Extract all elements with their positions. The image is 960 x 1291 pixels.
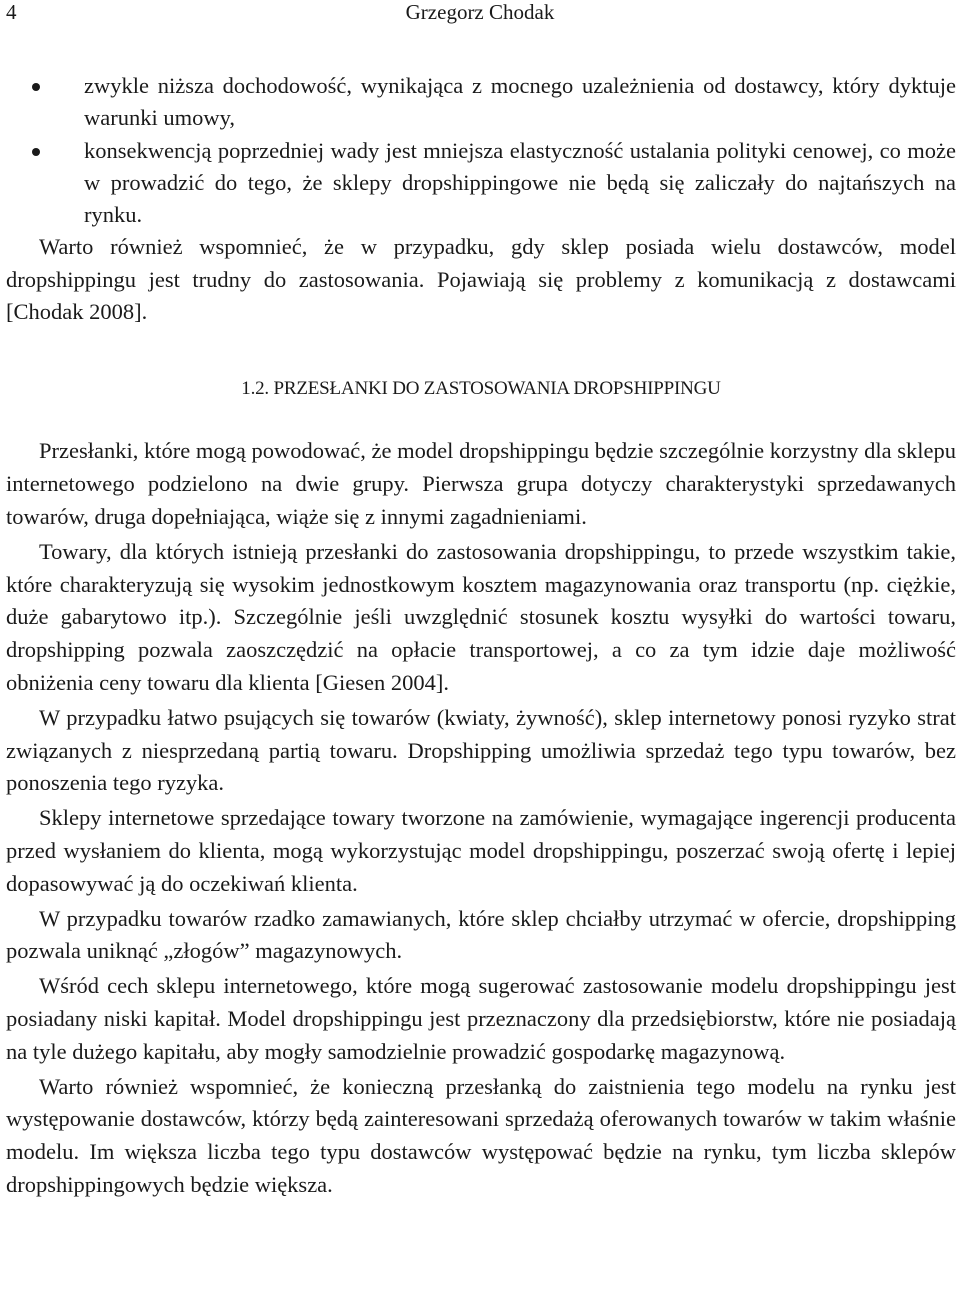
list-item-text: zwykle niższa dochodowość, wynikająca z mocnego uzależnienia od dostawcy, który dyktuje warunki umowy, (84, 73, 956, 131)
section-body (6, 435, 956, 1201)
bullet-list (6, 70, 956, 231)
paragraph: Towary, dla których istnieją przesłanki do zastosowania dropshippingu, to przede wszystkim takie, które charakteryzują się wysokim jednostkowym kosztem magazynowania oraz transportu (np. ciężkie, duże gabarytowo itp.). Szczególnie jeśli uwzględnić stosunek kosztu wysyłki do wartości towaru, dropshipping pozwala zaoszczędzić na opłacie transportowej, a co za tym idzie daje możliwość obniżenia ceny towaru dla klienta [Giesen 2004]. (6, 538, 956, 695)
paragraph: Wśród cech sklepu internetowego, które mogą sugerować zastosowanie modelu dropshippingu jest posiadany niski kapitał. Model dropshippingu jest przeznaczony dla przedsiębiorstw, które nie posiadają na tyle dużego kapitału, aby mogły samodzielnie prowadzić gospodarkę magazynową. (6, 973, 956, 1064)
paragraph: Warto również wspomnieć, że konieczną przesłanką do zaistnienia tego modelu na rynku jest występowanie dostawców, którzy będą zainteresowani sprzedażą oferowanych towarów w takim właśnie modelu. Im większa liczba tego typu dostawców występować będzie na rynku, tym liczba sklepów dropshippingowych będzie większa. (6, 1073, 956, 1197)
intro-paragraph: Warto również wspomnieć, że w przypadku, gdy sklep posiada wielu dostawców, model dropshippingu jest trudny do zastosowania. Pojawiają się problemy z komunikacją z dostawcami [Chodak 2008]. (6, 234, 956, 325)
section-heading: 1.2. PRZESŁANKI DO ZASTOSOWANIA DROPSHIPPINGU (241, 378, 721, 400)
list-item (6, 70, 956, 135)
page-body (6, 70, 956, 1202)
bullet-icon (32, 83, 40, 91)
paragraph: W przypadku łatwo psujących się towarów (kwiaty, żywność), sklep internetowy ponosi ryzyko strat związanych z niesprzedaną partią towaru. Dropshipping umożliwia sprzedaż tego typu towarów, bez ponoszenia tego ryzyka. (6, 704, 956, 796)
paragraph: Przesłanki, które mogą powodować, że model dropshippingu będzie szczególnie korzystny dla sklepu internetowego podzielono na dwie grupy. Pierwsza grupa dotyczy charakterystyki sprzedawanych towarów, druga dopełniająca, wiąże się z innymi zagadnieniami. (6, 438, 956, 529)
paragraph: Sklepy internetowe sprzedające towary tworzone na zamówienie, wymagające ingerencji producenta przed wysłaniem do klienta, mogą wykorzystując model dropshippingu, poszerzać swoją ofertę i lepiej dopasowywać ją do oczekiwań klienta. (6, 805, 956, 896)
page-number: 4 (6, 0, 17, 24)
running-head: Grzegorz Chodak (405, 0, 555, 24)
bullet-icon (32, 148, 40, 156)
list-item (6, 135, 956, 232)
paragraph: W przypadku towarów rzadko zamawianych, które sklep chciałby utrzymać w ofercie, dropshipping pozwala uniknąć „złogów” magazynowych. (6, 905, 956, 964)
list-item-text: konsekwencją poprzedniej wady jest mniejsza elastyczność ustalania polityki cenowej, co może w prowadzić do tego, że sklepy dropshippingowe nie będą się zaliczały do najtańszych na rynku. (84, 137, 956, 228)
page-header (0, 0, 960, 34)
